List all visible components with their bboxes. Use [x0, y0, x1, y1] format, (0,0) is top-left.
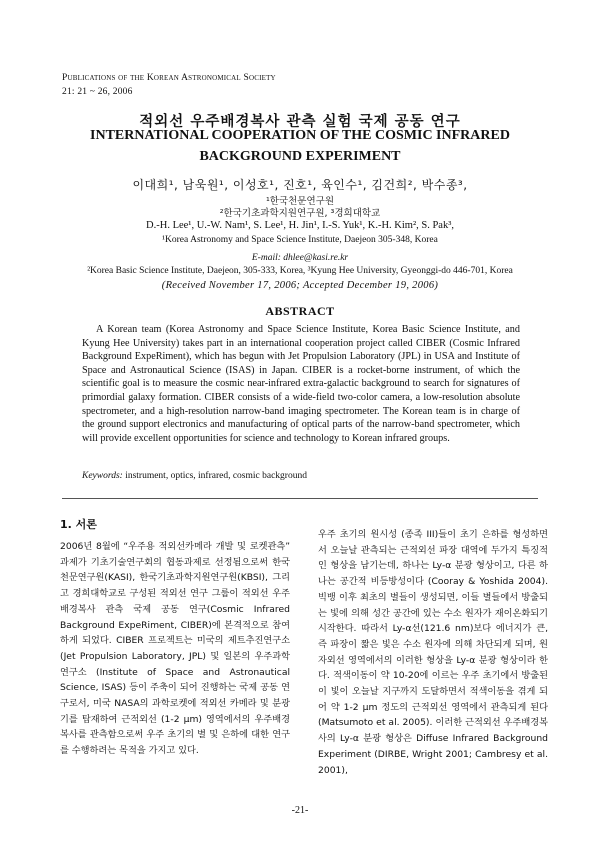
- journal-header: [62, 71, 276, 99]
- english-affiliation-1: ¹Korea Astronomy and Space Science Institute, Daejeon 305-348, Korea: [162, 235, 438, 245]
- keywords: [82, 471, 307, 481]
- journal-name: Publications of the Korean Astronomical Society: [62, 73, 276, 83]
- left-column: [60, 517, 290, 759]
- english-affiliation-2: ²Korea Basic Science Institute, Daejeon, 305-333, Korea, ³Kyung Hee University, Gyeonggi-do 446-701, Korea: [87, 266, 513, 276]
- korean-affiliation-2: ²한국기초과학지원연구원, ³경희대학교: [219, 208, 381, 219]
- abstract-text: A Korean team (Korea Astronomy and Space Science Institute, Korea Basic Science Institute, and Kyung Hee University) takes part in an international cooperation project called CIBER (Cosmic Infrared Background ExpeRiment), which has begun with Jet Propulsion Laboratory (JPL) in USA and Institute of Space and Astronautical Science (ISAS) in Japan. CIBER is a rocket-borne instrument, of which the scientific goal is to measure the cosmic near-infrared extra-galactic background to search for signatures of primordial galaxy formation. CIBER consists of a wide-field two-color camera, a low-resolution absolute spectrometer, and a high-resolution narrow-band imaging spectrometer. The Korean team is in charge of the ground support electronics and manufacturing of optical parts of the narrow-band spectrometer, which will provide excellent opportunities for science and technology to Korean infrared groups.: [82, 324, 520, 444]
- received-dates: (Received November 17, 2006; Accepted December 19, 2006): [161, 280, 439, 291]
- korean-affiliation-1: ¹한국천문연구원: [265, 196, 335, 207]
- keywords-list: instrument, optics, infrared, cosmic background: [125, 471, 307, 481]
- english-title-line2: BACKGROUND EXPERIMENT: [199, 149, 401, 164]
- author-email: E-mail: dhlee@kasi.re.kr: [251, 253, 349, 263]
- left-column-text: 2006년 8월에 “우주용 적외선카메라 개발 및 로켓관측” 과제가 기초기술연구회의 협동과제로 선정됨으로써 한국천문연구원(KASI), 한국기초과학지원연구원(KBSI), 그리고 경희대학교로 구성된 적외선 연구 그룹이 적외선 우주배경복사 관측 국제 공동 연구(Cosmic Infrared Background ExpeRiment, CIBER)에 본격적으로 참여하게 되었다. CIBER 프로젝트는 미국의 제트추진연구소 (Jet Propulsion Laboratory, JPL) 및 일본의 우주과학연구소 (Institute of Space and Astronautical Science, ISAS) 등이 주축이 되어 진행하는 국제 공동 연구로서, 미국 NASA의 과학로켓에 적외선 카메라 및 분광기를 탑재하여 근적외선 (1-2 μm) 영역에서의 우주배경복사를 관측함으로써 우주 초기의 별 및 은하에 대한 연구를 수행하려는 목적을 가지고 있다.: [60, 541, 290, 757]
- section-divider: [62, 498, 538, 499]
- korean-authors: 이대희¹, 남욱원¹, 이성호¹, 진호¹, 육인수¹, 김건희², 박수종³,: [132, 178, 468, 192]
- keywords-label: Keywords:: [82, 471, 123, 481]
- korean-title: 적외선 우주배경복사 관측 실험 국제 공동 연구: [139, 114, 461, 130]
- abstract-heading: ABSTRACT: [265, 304, 335, 318]
- english-title-line1: INTERNATIONAL COOPERATION OF THE COSMIC INFRARED: [90, 128, 510, 143]
- page-number: -21-: [291, 805, 309, 816]
- right-column: [318, 527, 548, 778]
- journal-volume: 21: 21 ~ 26, 2006: [62, 87, 133, 97]
- english-authors: D.-H. Lee¹, U.-W. Nam¹, S. Lee¹, H. Jin¹, I.-S. Yuk¹, K.-H. Kim², S. Pak³,: [146, 220, 454, 231]
- abstract-body: [82, 323, 520, 445]
- section-heading-introduction: 1. 서론: [60, 518, 97, 531]
- right-column-text: 우주 초기의 원시성 (종족 III)들이 초기 은하를 형성하면서 오늘날 관측되는 근적외선 파장 대역에 두가지 특징적인 형상을 남기는데, 하나는 Ly-α 분광 형상이고, 다른 하나는 공간적 비등방성이다 (Cooray & Yoshida 2004). 빅뱅 이후 최초의 별들이 생성되면, 이들 별들에서 방출되는 빛에 의해 성간 공간에 있는 수소 원자가 재이온화되기 시작한다. 따라서 Ly-α선(121.6 nm)보다 에너지가 큰, 즉 파장이 짧은 빛은 수소 원자에 의해 차단되게 되며, 원자외선 영역에서의 이러한 형상을 Ly-α 분광 형상이라 한다. 적색이동이 약 10-20에 이르는 우주 초기에서 방출된 이 빛이 오늘날 지구까지 도달하면서 적색이동을 겪게 되어 약 1-2 μm 정도의 근적외선 영역에서 관측되게 된다 (Matsumoto et al. 2005). 이러한 근적외선 우주배경복사의 Ly-α 분광 형상은 Diffuse Infrared Background Experiment (DIRBE, Wright 2001; Cambresy et al. 2001),: [318, 529, 548, 776]
